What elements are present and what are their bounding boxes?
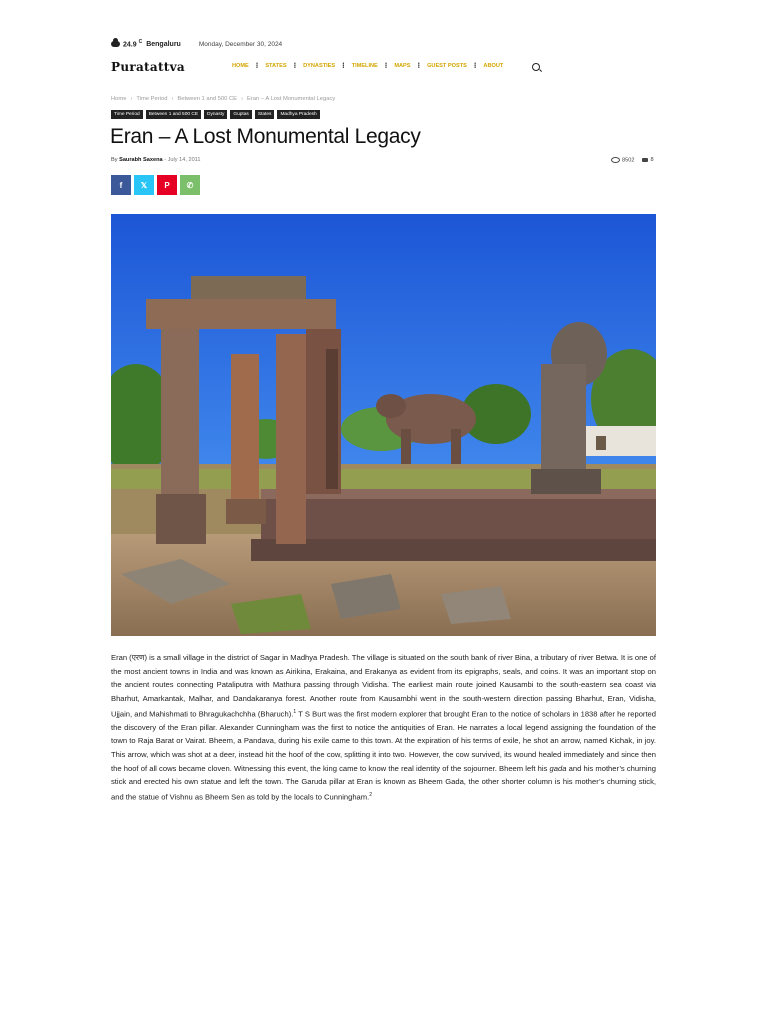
chevron-right-icon: › (241, 96, 243, 102)
share-buttons (111, 175, 200, 195)
category-tags (111, 110, 320, 119)
chevron-right-icon: › (171, 96, 174, 102)
top-bar (111, 38, 282, 50)
nav-states[interactable]: STATES (265, 62, 287, 69)
views-count: 8502 (611, 157, 634, 163)
chevron-right-icon: › (130, 96, 133, 102)
article-body: Eran (एरण) is a small village in the district of Sagar in Madhya Pradesh. The village is situated on the south bank of river Bina, a tributary of river Betwa. It is one of the most ancient towns in India and was known as Airikina, Erakaina, and Erakanya as evident from its epigraphs, seals, and coins. It was an important stop on the ancient routes connecting Pataliputra with Mathura passing through Vidisha. The earliest main route joined Kausambi to the south-eastern sea coast via Bharhut, Amarkantak, Malhar, and Dandakaranya forest. Another route from Kausambhi went in the south-western direction passing Bharhut, Eran, Vidisha, Ujjain, and Mahishmati to Bhragukachchha (Bharuch).$^1$ T S Burt was the first modern explorer that brought Eran to the notice of scholars in 1838 after he reported the discovery of the Eran pillar. Alexander Cunningham was the first to notice the antiquities of Eran. He narrates a local legend assigning the foundation of the town to Raja Barat or Vairat. Bheem, a Pandava, during his exile came to this town. At the expiration of his terms of exile, he shot an arrow, named Kichak, in joy. This arrow, which was shot at a deer, instead hit the hoof of the cow, splitting it into two. However, the cow survived, its wound healed immediately and since then the hoof of all cows became cloven. Witnessing this event, the king came to know the real identity of the sojourner. Bheem left his gada and his mother’s churning stick and erected his own statue and left the town. The Garuda pillar at Eran is known as Bheem Gada, the other shorter column is his mother’s churning stick, and the statue of Vishnu as Bheem Sen as told by the locals to Cunningham.$^2$ (111, 653, 656, 802)
nav-home[interactable]: HOME (232, 62, 249, 69)
breadcrumb-period[interactable]: Between 1 and 500 CE (177, 96, 238, 102)
breadcrumb-home[interactable]: Home (111, 96, 127, 102)
facebook-share-button[interactable] (111, 175, 131, 195)
twitter-icon: 𝕏 (140, 180, 148, 190)
category-tag[interactable]: Madhya Pradesh (277, 110, 319, 119)
article-title: Eran – A Lost Monumental Legacy (110, 125, 421, 148)
nav-about[interactable]: ABOUT (483, 62, 504, 69)
comments-count[interactable]: 8 (642, 157, 653, 163)
nav-dynasties[interactable]: DYNASTIES (303, 62, 336, 69)
main-nav: HOME ⁝ STATES ⁝ DYNASTIES ⁝ TIMELINE ⁝ MAPS ⁝ GUEST POSTS ⁝ ABOUT (232, 61, 504, 70)
category-tag[interactable]: Guptas (230, 110, 251, 119)
nav-timeline[interactable]: TIMELINE (351, 62, 378, 69)
search-icon[interactable] (532, 63, 540, 71)
nav-guest-posts[interactable]: GUEST POSTS (427, 62, 467, 69)
whatsapp-share-button[interactable] (180, 175, 200, 195)
breadcrumb-time-period[interactable]: Time Period (136, 96, 168, 102)
footnote-link[interactable]: 1 (293, 708, 297, 715)
publish-date: July 14, 2011 (167, 157, 201, 163)
footnote-link[interactable]: 2 (369, 792, 372, 799)
pinterest-icon: P (164, 180, 170, 190)
category-tag[interactable]: Time Period (111, 110, 143, 119)
facebook-icon: f (119, 180, 123, 190)
pinterest-share-button[interactable] (157, 175, 177, 195)
current-date: Monday, December 30, 2024 (198, 40, 283, 48)
byline: By Saurabh Saxena - July 14, 2011 (111, 157, 201, 163)
breadcrumb-current: Eran – A Lost Monumental Legacy (246, 96, 336, 102)
comment-icon (642, 158, 648, 162)
category-tag[interactable]: Between 1 and 500 CE (146, 110, 201, 119)
weather-city: Bengaluru (146, 40, 181, 48)
temperature: 24.9 $^C$ (123, 39, 143, 49)
nav-maps[interactable]: MAPS (394, 62, 411, 69)
eye-icon (611, 157, 620, 163)
author-link[interactable]: Saurabh Saxena (119, 157, 163, 163)
site-logo[interactable]: Puratattva (111, 60, 185, 74)
category-tag[interactable]: Dynasty (204, 110, 227, 119)
category-tag[interactable]: States (255, 110, 275, 119)
hero-image (111, 214, 656, 636)
cloud-icon (111, 41, 120, 47)
article-stats (611, 157, 654, 163)
twitter-share-button[interactable] (134, 175, 154, 195)
whatsapp-icon: ✆ (186, 180, 194, 190)
breadcrumb (111, 96, 335, 102)
